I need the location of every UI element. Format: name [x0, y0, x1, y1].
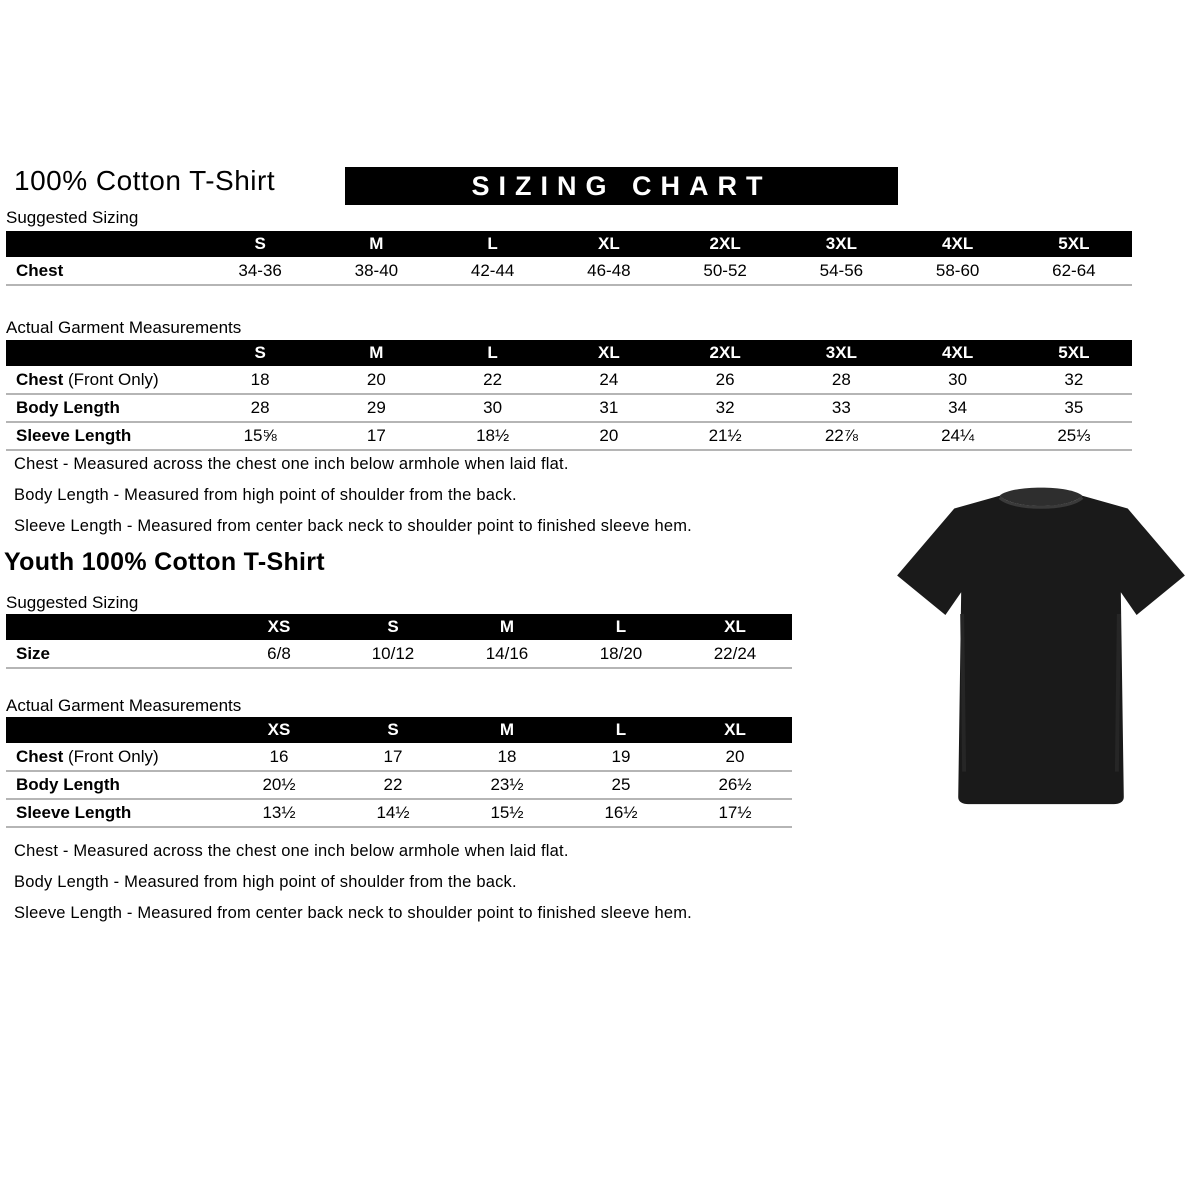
- adult-actual-measurements-table: [6, 340, 1132, 451]
- value-cell: 38-40: [354, 260, 399, 280]
- value-cell: 16½: [604, 803, 638, 822]
- adult-measurement-notes: [14, 455, 692, 548]
- value-cell: 15⅝: [243, 426, 277, 445]
- column-header-xl: XL: [678, 717, 792, 743]
- column-header-3xl: 3XL: [783, 340, 899, 366]
- column-header-4xl: 4XL: [900, 340, 1016, 366]
- table-corner-cell: [6, 614, 222, 640]
- value-cell: 29: [366, 398, 386, 417]
- value-cell: 58-60: [935, 260, 980, 280]
- column-header-2xl: 2XL: [667, 340, 783, 366]
- value-cell: 28: [831, 369, 851, 389]
- note-body-length: Body Length - Measured from high point of shoulder from the back.: [14, 486, 517, 504]
- value-cell: 32: [715, 398, 735, 417]
- value-cell: 33: [831, 398, 851, 417]
- column-header-4xl: 4XL: [900, 231, 1016, 257]
- page-title: 100% Cotton T-Shirt: [14, 165, 276, 196]
- row-label: Chest (Front Only): [16, 369, 159, 389]
- row-label: Body Length: [16, 775, 120, 794]
- value-cell: 62-64: [1052, 260, 1096, 280]
- sizing-chart-banner: [345, 167, 898, 205]
- column-header-2xl: 2XL: [667, 231, 783, 257]
- value-cell: 22⅞: [824, 426, 858, 445]
- value-cell: 16: [269, 746, 289, 766]
- value-cell: 18: [250, 369, 270, 389]
- youth-suggested-sizing-table: [6, 614, 792, 669]
- value-cell: 18½: [476, 426, 510, 445]
- table-row-size: [6, 640, 792, 668]
- column-header-xl: XL: [678, 614, 792, 640]
- value-cell: 23½: [490, 775, 524, 794]
- table-corner-cell: [6, 231, 202, 257]
- value-cell: 34-36: [238, 260, 282, 280]
- value-cell: 22: [383, 775, 403, 794]
- value-cell: 22/24: [713, 643, 757, 663]
- sizing-chart-banner-text: SIZING CHART: [471, 171, 772, 201]
- value-cell: 34: [948, 398, 968, 417]
- youth-suggested-sizing-label: Suggested Sizing: [6, 593, 139, 612]
- value-cell: 25⅓: [1057, 426, 1091, 445]
- value-cell: 24: [599, 369, 619, 389]
- column-header-5xl: 5XL: [1016, 231, 1132, 257]
- table-row-body-length: [6, 771, 792, 799]
- table-corner-cell: [6, 340, 202, 366]
- note-sleeve-length: Sleeve Length - Measured from center back neck to shoulder point to finished sleeve hem.: [14, 517, 692, 535]
- table-row-chest: [6, 743, 792, 771]
- value-cell: 30: [948, 369, 968, 389]
- column-header-m: M: [318, 340, 434, 366]
- table-header-row: [6, 614, 792, 640]
- table-row-chest: [6, 366, 1132, 394]
- adult-suggested-sizing-label: Suggested Sizing: [6, 208, 139, 227]
- column-header-xs: XS: [222, 717, 336, 743]
- value-cell: 17: [366, 426, 386, 445]
- value-cell: 13½: [262, 803, 296, 822]
- note-body-length: Body Length - Measured from high point of shoulder from the back.: [14, 873, 517, 891]
- row-label: Body Length: [16, 398, 120, 417]
- value-cell: 30: [483, 398, 503, 417]
- value-cell: 10/12: [371, 643, 415, 663]
- value-cell: 15½: [490, 803, 524, 822]
- value-cell: 31: [599, 398, 619, 417]
- adult-actual-measurements-label: Actual Garment Measurements: [6, 318, 242, 337]
- youth-measurement-notes: [14, 842, 692, 935]
- value-cell: 46-48: [587, 260, 631, 280]
- value-cell: 26: [715, 369, 735, 389]
- table-header-row: [6, 717, 792, 743]
- value-cell: 19: [611, 746, 631, 766]
- value-cell: 17½: [718, 803, 752, 822]
- value-cell: 17: [383, 746, 403, 766]
- youth-actual-measurements-label: Actual Garment Measurements: [6, 696, 242, 715]
- value-cell: 14/16: [485, 643, 529, 663]
- adult-suggested-sizing-table: [6, 231, 1132, 286]
- column-header-m: M: [450, 717, 564, 743]
- value-cell: 54-56: [819, 260, 864, 280]
- value-cell: 25: [611, 775, 631, 794]
- table-row-chest: [6, 257, 1132, 285]
- table-corner-cell: [6, 717, 222, 743]
- row-label: Sleeve Length: [16, 426, 132, 445]
- value-cell: 20: [725, 746, 745, 766]
- value-cell: 6/8: [267, 643, 291, 663]
- table-row-sleeve-length: [6, 799, 792, 827]
- value-cell: 20½: [262, 775, 296, 794]
- column-header-s: S: [336, 614, 450, 640]
- column-header-s: S: [336, 717, 450, 743]
- value-cell: 35: [1064, 398, 1084, 417]
- value-cell: 21½: [708, 426, 742, 445]
- column-header-5xl: 5XL: [1016, 340, 1132, 366]
- note-sleeve-length: Sleeve Length - Measured from center back neck to shoulder point to finished sleeve hem.: [14, 904, 692, 922]
- column-header-3xl: 3XL: [783, 231, 899, 257]
- value-cell: 14½: [376, 803, 410, 822]
- column-header-xs: XS: [222, 614, 336, 640]
- column-header-l: L: [564, 614, 678, 640]
- black-tshirt-icon: [893, 476, 1189, 816]
- note-chest: Chest - Measured across the chest one inch below armhole when laid flat.: [14, 455, 569, 473]
- column-header-xl: XL: [551, 231, 667, 257]
- column-header-xl: XL: [551, 340, 667, 366]
- column-header-l: L: [435, 231, 551, 257]
- column-header-l: L: [435, 340, 551, 366]
- table-row-sleeve-length: [6, 422, 1132, 450]
- row-label: Chest (Front Only): [16, 746, 159, 766]
- table-header-row: [6, 231, 1132, 257]
- row-label: Size: [16, 643, 51, 663]
- note-chest: Chest - Measured across the chest one inch below armhole when laid flat.: [14, 842, 569, 860]
- table-row-body-length: [6, 394, 1132, 422]
- value-cell: 32: [1064, 369, 1084, 389]
- value-cell: 50-52: [703, 260, 747, 280]
- value-cell: 26½: [718, 775, 752, 794]
- value-cell: 24¼: [941, 426, 975, 445]
- value-cell: 22: [483, 369, 503, 389]
- value-cell: 18: [497, 746, 517, 766]
- column-header-m: M: [450, 614, 564, 640]
- row-label: Chest: [16, 260, 64, 280]
- column-header-s: S: [202, 231, 318, 257]
- row-label: Sleeve Length: [16, 803, 132, 822]
- value-cell: 28: [250, 398, 270, 417]
- value-cell: 20: [366, 369, 386, 389]
- tshirt-image: [893, 476, 1189, 816]
- column-header-s: S: [202, 340, 318, 366]
- value-cell: 20: [599, 426, 619, 445]
- youth-actual-measurements-table: [6, 717, 792, 828]
- value-cell: 42-44: [470, 260, 515, 280]
- column-header-m: M: [318, 231, 434, 257]
- column-header-l: L: [564, 717, 678, 743]
- table-header-row: [6, 340, 1132, 366]
- value-cell: 18/20: [599, 643, 643, 663]
- youth-section-title: Youth 100% Cotton T-Shirt: [4, 548, 325, 576]
